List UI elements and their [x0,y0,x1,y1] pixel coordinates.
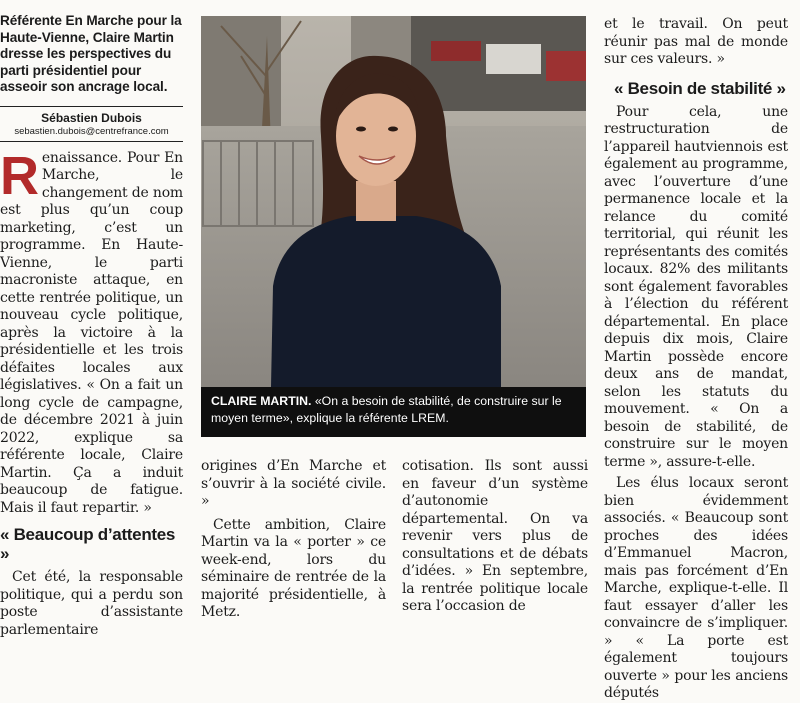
caption-name: CLAIRE MARTIN. [211,394,312,408]
paragraph-travail: et le travail. On peut réunir pas mal de monde sur ces valeurs. » [604,16,788,67]
paragraph-ambition: Cette ambition, Claire Martin va la « porter » ce week-end, lors du séminaire de rentrée de la majorité présidentielle, à Metz. [201,516,386,620]
author-name: Sébastien Dubois [41,110,142,125]
drop-cap: R [0,145,39,206]
subhead-attentes: « Beaucoup d’attentes » [0,525,176,563]
article-photo [201,16,586,387]
byline-bottom-rule [0,141,183,142]
author-email[interactable]: sebastien.dubois@centrefrance.com [14,125,169,137]
photo-illustration [201,16,586,387]
intro-text: enaissance. Pour En Marche, le changement de nom est plus qu’un coup marketing, c’est un programme. En Haute-Vienne, le parti macroniste attaque, en cette rentrée politique, un nouveau cycle politique, après la victoire à la présidentielle et les trois défaites locales aux législatives. « On a fait un long cycle de campagne, de décembre 2021 à juin 2022, explique sa référente locale, Claire Martin. Ça a induit beaucoup de fatigue. Mais il faut repartir. » [0,149,183,516]
byline-top-rule [0,106,183,107]
paragraph-origines: origines d’En Marche et s’ouvrir à la société civile. » [201,458,386,509]
photo-caption [201,387,586,437]
subhead-stabilite: « Besoin de stabilité » [614,78,786,98]
intro-paragraph [0,145,183,518]
center-column [402,458,588,616]
paragraph-restructuration: Pour cela, une restructuration de l’appareil hautviennois est également au programme, avec l’ouverture d’une permanence locale et la relance du comité territorial, qui réunit les représentants des comités locaux. 82% des militants sont également favorables à l’élection du référent départemental. En place depuis dix mois, Claire Martin possède encore deux ans de mandat, selon les statuts du mouvement. « On a besoin de stabilité, de construire sur le moyen terme », assure-t-elle. [604,103,788,470]
caption-text: «On a besoin de stabilité, de construire sur le moyen terme», explique la référente LREM. [211,394,562,425]
paragraph-cotisation: cotisation. Ils sont aussi en faveur d’un système d’autonomie départemental. On va revenir vers plus de consultations et de débats d’idées. » En septembre, la rentrée politique locale sera l’occasion de [402,458,588,614]
left-column [0,13,183,639]
paragraph-elus: Les élus locaux seront bien évidemment associés. « Beaucoup sont proches des idées d’Emmanuel Macron, mais pas forcément d’En Marche, explique-t-elle. Il faut essayer d’aller les convaincre de s’impliquer. » « La porte est également toujours ouverte » pour les anciens députés [604,475,788,701]
paragraph-ete: Cet été, la responsable politique, qui a perdu son poste d’assistante parlementaire [0,569,183,638]
article-lede: Référente En Marche pour la Haute-Vienne, Claire Martin dresse les perspectives du parti présidentiel pour asseoir son ancrage local. [0,13,182,94]
middle-column [201,458,386,622]
